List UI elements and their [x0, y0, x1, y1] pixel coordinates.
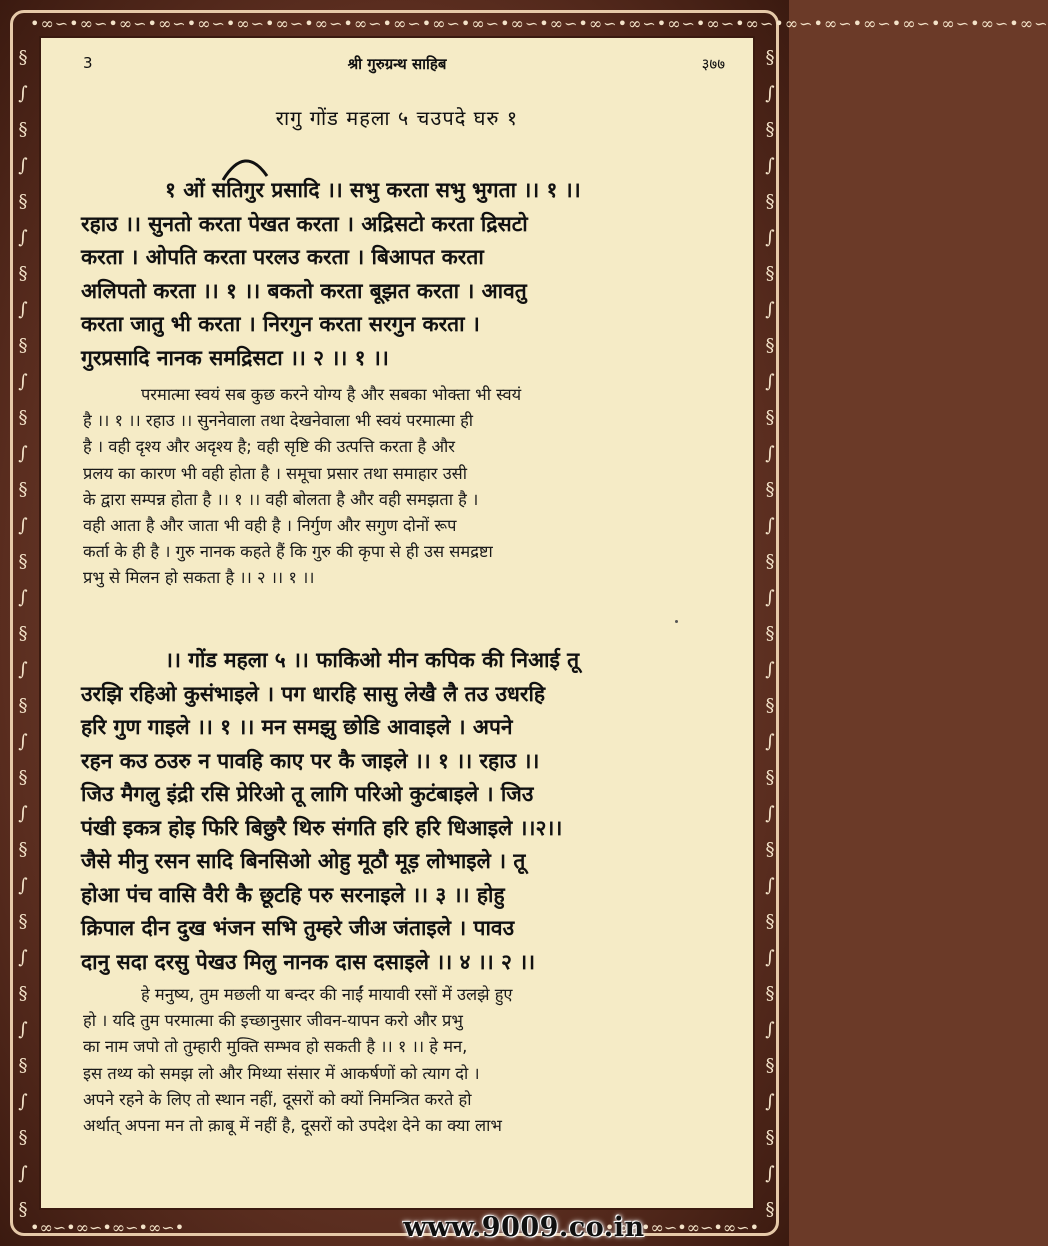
shabad-line: रहाउ ।। सुनतो करता पेखत करता । अद्रिसटो करता द्रिसटो [81, 211, 528, 236]
translation-line: प्रभु से मिलन हो सकता है ।। २ ।। १ ।। [83, 568, 315, 588]
translation-line: हो । यदि तुम परमात्मा की इच्छानुसार जीवन-यापन करो और प्रभु [83, 1011, 463, 1031]
page-number: ३७७ [701, 55, 725, 73]
translation-line: का नाम जपो तो तुम्हारी मुक्ति सम्भव हो सकती है ।। १ ।। हे मन, [83, 1037, 468, 1057]
shabad-line: गुरप्रसादि नानक समद्रिसटा ।। २ ।। १ ।। [81, 345, 389, 370]
shabad-line: होआ पंच वासि वैरी कै छूटहि परु सरनाइले ।। ३ ।। होहु [81, 882, 505, 907]
volume-number: 3 [83, 54, 93, 72]
translation-line: अर्थात् अपना मन तो क़ाबू में नहीं है, दूसरों को उपदेश देने का क्या लाभ [83, 1116, 502, 1136]
top-ornament: •∞∽•∞∽•∞∽•∞∽•∞∽•∞∽•∞∽•∞∽•∞∽•∞∽•∞∽•∞∽•∞∽•∞∽•∞∽•∞∽•∞∽•∞∽•∞∽•∞∽•∞∽•∞∽•∞∽•∞∽•∞∽•∞∽ [30, 14, 1048, 33]
translation-line: कर्ता के ही है । गुरु नानक कहते हैं कि गुरु की कृपा से ही उस समद्रष्टा [83, 542, 493, 562]
website-link[interactable]: www.9009.co.in [403, 1212, 645, 1243]
shabad-line: दानु सदा दरसु पेखउ मिलु नानक दास दसाइले ।। ४ ।। २ ।। [81, 949, 536, 974]
shabad-1 [81, 174, 726, 375]
shabad-line: क्रिपाल दीन दुख भंजन सभि तुम्हरे जीअ जंताइले । पावउ [81, 916, 515, 940]
shabad-line: अलिपतो करता ।। १ ।। बकतो करता बूझत करता । आवतु [81, 278, 527, 303]
left-ornament: § ∫ § ∫ § ∫ § ∫ § ∫ § ∫ § ∫ § ∫ § ∫ § ∫ § ∫ § ∫ § ∫ § ∫ § ∫ § ∫ § [18, 47, 28, 1220]
shabad-line: जिउ मैगलु इंद्री रसि प्रेरिओ तू लागि परिओ कुटंबाइले । जिउ [81, 782, 534, 806]
print-speck [675, 620, 678, 623]
bottom-right-ornament: •∞∽•∞∽•∞∽•∞∽• [604, 1218, 759, 1237]
shabad-2 [81, 644, 726, 979]
translation-line: इस तथ्य को समझ लो और मिथ्या संसार में आकर्षणों को त्याग दो । [83, 1063, 480, 1083]
translation-1 [83, 382, 728, 592]
right-ornament: § ∫ § ∫ § ∫ § ∫ § ∫ § ∫ § ∫ § ∫ § ∫ § ∫ § ∫ § ∫ § ∫ § ∫ § ∫ § ∫ § [765, 47, 775, 1220]
shabad-line: पंखी इकत्र होइ फिरि बिछुरै थिरु संगति हरि हरि धिआइले ।।२।। [81, 815, 563, 840]
shabad-line: हरि गुण गाइले ।। १ ।। मन समझु छोडि आवाइले । अपने [81, 715, 513, 739]
shabad-line: करता । ओपति करता परलउ करता । बिआपत करता [81, 245, 484, 269]
bottom-left-ornament: •∞∽•∞∽•∞∽•∞∽• [30, 1218, 185, 1237]
translation-line: अपने रहने के लिए तो स्थान नहीं, दूसरों को क्यों निमन्त्रित करते हो [83, 1089, 472, 1109]
raag-title: रागु गोंड महला ५ चउपदे घरु १ [275, 106, 519, 130]
translation-line: परमात्मा स्वयं सब कुछ करने योग्य है और सबका भोक्ता भी स्वयं [141, 385, 522, 404]
shabad-line: रहन कउ ठउरु न पावहि काए पर कै जाइले ।। १ ।। रहाउ ।। [81, 748, 540, 773]
scripture-page [39, 36, 755, 1210]
shabad-line: ।। गोंड महला ५ ।। फाकिओ मीन कपिक की निआई तू [165, 648, 580, 672]
translation-line: प्रलय का कारण भी वही होता है । समूचा प्रसार तथा समाहार उसी [83, 463, 468, 483]
translation-line: हे मनुष्य, तुम मछली या बन्दर की नाईं मायावी रसों में उलझे हुए [141, 985, 513, 1004]
translation-line: है । वही दृश्य और अदृश्य है; वही सृष्टि की उत्पत्ति करता है और [83, 437, 455, 457]
translation-line: वही आता है और जाता भी वही है । निर्गुण और सगुण दोनों रूप [83, 516, 457, 536]
translation-line: है ।। १ ।। रहाउ ।। सुननेवाला तथा देखनेवाला भी स्वयं परमात्मा ही [83, 411, 474, 431]
translation-2 [83, 982, 728, 1139]
translation-line: के द्वारा सम्पन्न होता है ।। १ ।। वही बोलता है और वही समझता है । [83, 489, 479, 509]
book-title: श्री गुरुग्रन्थ साहिब [347, 55, 447, 73]
page-header [41, 38, 753, 78]
shabad-line: उरझि रहिओ कुसंभाइले । पग धारहि सासु लेखै लै तउ उधरहि [81, 681, 546, 706]
shabad-line: करता जातु भी करता । निरगुन करता सरगुन करता । [81, 312, 480, 336]
shabad-line: जैसे मीनु रसन सादि बिनसिओ ओहु मूठौ मूड़ लोभाइले । तू [81, 849, 526, 873]
shabad-line: १ ओं सतिगुर प्रसादि ।। सभु करता सभु भुगता ।। १ ।। [165, 178, 581, 202]
